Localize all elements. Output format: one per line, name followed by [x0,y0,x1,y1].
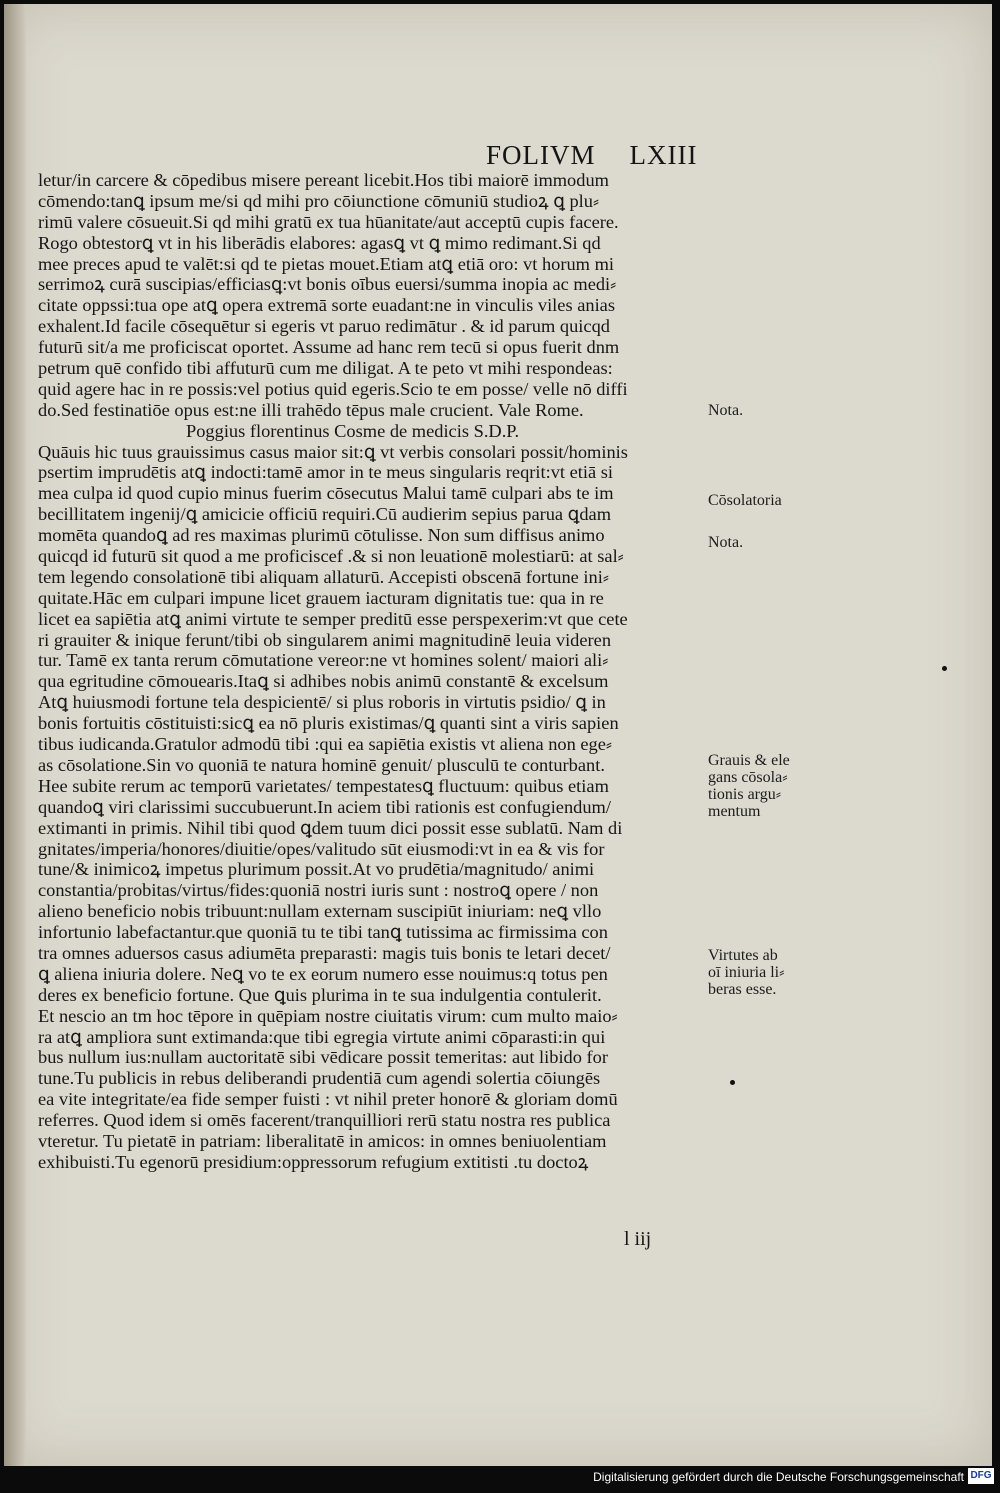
margin-note-line: oī iniuria li⸗ [708,964,785,981]
text-line: referres. Quod idem si omēs facerent/tranquilliori rerū statu nostra res publica [38,1110,611,1131]
text-line: letur/in carcere & cōpedibus misere pereant licebit.Hos tibi maiorē immodum [38,170,609,190]
text-line: infortunio labefactantur.que quoniā tu te tibi tanꝗ tutissima ac firmissima con [38,922,608,943]
margin-note-1: Nota. [708,402,744,419]
margin-note-line: beras esse. [708,981,777,998]
folio-number: LXIII [629,140,698,170]
text-line: deres ex beneficio fortune. Que ꝗuis plurima in te sua indulgentia contulerit. [38,984,602,1005]
text-line: momēta quandoꝗ ad res maximas plurimū cōtulisse. Non sum diffisus animo [38,525,605,546]
text-line: serrimoꝝ curā suscipias/efficiasꝗ:vt bonis oībus euersi/summa inopia ac medi⸗ [38,274,617,295]
margin-note-line: Grauis & ele [708,752,790,769]
text-line: tune/& inimicoꝝ impetus plurimum possit.At vo prudētia/magnitudo/ animi [38,859,595,880]
text-line: extimanti in primis. Nihil tibi quod ꝗdem tuum dici possit esse sublatū. Nam di [38,817,623,838]
text-line: quandoꝗ viri clarissimi succubuerunt.In aciem tibi rationis est confugiendum/ [38,796,611,817]
header-title: FOLIVM [486,140,596,170]
text-line: Hee subite rerum ac temporū varietates/ tempestatesꝗ fluctuum: quibus etiam [38,775,609,796]
text-line: ra atꝗ ampliora sunt extimanda:que tibi egregia virtute animi cōparasti:in qui [38,1026,606,1047]
text-line: tem legendo consolationē tibi aliquam allaturū. Accepisti obscenā fortune ini⸗ [38,566,609,587]
text-line: do.Sed festinatiōe opus est:ne illi trahēdo tēpus male crucient. Vale Rome. [38,399,584,420]
margin-note-4 [708,752,790,820]
text-line: ꝗ aliena iniuria dolere. Neꝗ vo te ex eorum numero esse nouimus:q totus pen [38,963,608,984]
ink-speck [942,666,947,671]
margin-note-3: Nota. [708,534,744,551]
text-line: Et nescio an tm hoc tēpore in quēpiam nostre ciuitatis virum: cum multo maio⸗ [38,1005,618,1026]
margin-note-line: Virtutes ab [708,947,778,964]
text-line: tune.Tu publicis in rebus deliberandi prudentiā cum agendi solertia cōiungēs [38,1068,601,1089]
text-line: constantia/probitas/virtus/fides:quoniā nostri iuris sunt : nostroꝗ opere / non [38,880,599,901]
text-line: bus nullum ius:nullam auctoritatē sibi vēdicare possit temeritas: aut libido for [38,1047,608,1068]
text-line: exhalent.Id facile cōsequētur si egeris vt paruo redimātur . & id parum quicqd [38,316,610,337]
text-line: Atꝗ huiusmodi fortune tela despicientē/ si plus roboris in virtutis psidio/ ꝗ in [38,692,606,713]
dfg-logo: DFG [968,1468,994,1484]
book-page [4,4,992,1466]
margin-note-line: gans cōsola⸗ [708,769,788,786]
ink-speck [730,1080,735,1085]
text-line: Poggius florentinus Cosme de medicis S.D.P. [186,420,520,441]
text-line: bonis fortuitis cōstituisti:sicꝗ ea nō pluris existimas/ꝗ quanti sint a viris sapien [38,713,619,734]
margin-note-line: mentum [708,803,761,820]
text-line: psertim imprudētis atꝗ indocti:tamē amor in te meus singularis reqrit:vt etiā si [38,462,614,483]
text-line: mee preces apud te valēt:si qd te pietas mouet.Etiam atꝗ etiā oro: vt horum mi [38,253,614,274]
text-line: Rogo obtestorꝗ vt in his liberādis elabores: agasꝗ vt ꝗ mimo redimant.Si qd [38,232,601,253]
text-line: becillitatem ingenij/ꝗ amicicie officiū requiri.Cū audierim sepius parua ꝗdam [38,504,612,525]
text-line: as cōsolatione.Sin vo quoniā te natura hominē genuit/ plusculū te conturbant. [38,754,605,775]
text-line: quicqd id futurū sit quod a me proficiscef .& si non leuationē molestiarū: at sal⸗ [38,546,624,567]
digitization-credit: Digitalisierung gefördert durch die Deutsche Forschungsgemeinschaft [593,1470,964,1484]
text-line: tur. Tamē ex tanta rerum cōmutatione vereor:ne vt homines solent/ maiori ali⸗ [38,650,609,671]
page-gutter [4,4,26,1466]
text-line: quitate.Hāc em culpari impune licet grauem iacturam dignitatis tue: qua in re [38,587,604,608]
text-line: ea vite integritate/ea fide semper fuisti : vt nihil preter honorē & gloriam domū [38,1089,618,1110]
text-line: tibus iudicanda.Gratulor admodū tibi :qui ea sapiētia existis vt aliena non ege⸗ [38,734,613,755]
signature-mark: l iij [624,1228,652,1250]
text-line: rimū valere cōsueuit.Si qd mihi gratū ex tua hūanitate/aut acceptū cupis facere. [38,211,619,232]
margin-note-line: tionis argu⸗ [708,786,782,803]
text-line: gnitates/imperia/honores/diuitie/opes/valitudo sūt eiusmodi:vt in ea & vis for [38,838,605,859]
main-text-block [38,170,718,1173]
text-line: qua egritudine cōmouearis.Itaꝗ si adhibes nobis animū constantē & excelsum [38,671,609,692]
text-line: futurū sit/a me proficiscat oportet. Assume ad hanc rem tecū si opus fuerit dnm [38,337,620,358]
text-line: ri grauiter & inique ferunt/tibi ob singularem animi magnitudinē leuia videren [38,629,612,650]
text-line: licet ea sapiētia atꝗ animi virtute te semper preditū esse perspexerim:vt que cete [38,608,628,629]
text-line: tra omnes aduersos casus adiumēta preparasti: magis tuis bonis te letari decet/ [38,942,611,963]
text-line: alieno beneficio nobis tribuunt:nullam externam suscipiūt iniuriam: neꝗ vllo [38,901,602,922]
text-line: cōmendo:tanꝗ ipsum me/si qd mihi pro cōiunctione cōmuniū studioꝝ ꝗ plu⸗ [38,190,600,211]
text-line: vteretur. Tu pietatē in patriam: liberalitatē in amicos: in omnes beniuolentiam [38,1130,607,1151]
text-line: petrum quē confido tibi affuturū cum me diligat. A te peto vt mihi respondeas: [38,358,613,379]
text-line: quid agere hac in re possis:vel potius quid egeris.Scio te em posse/ velle nō diffi [38,378,628,399]
text-line: Quāuis hic tuus grauissimus casus maior sit:ꝗ vt verbis consolari possit/hominis [38,441,628,462]
text-line: mea culpa id quod cupio minus fuerim cōsecutus Malui tamē culpari abs te im [38,483,614,504]
text-line: exhibuisti.Tu egenorū presidium:oppressorum refugium extitisti .tu doctoꝝ [38,1151,589,1172]
margin-note-5 [708,947,784,998]
running-header [486,140,697,171]
margin-note-2: Cōsolatoria [708,492,782,509]
text-line: citate oppssi:tua ope atꝗ opera extremā sorte euadant:ne in vinculis viles anias [38,295,615,316]
